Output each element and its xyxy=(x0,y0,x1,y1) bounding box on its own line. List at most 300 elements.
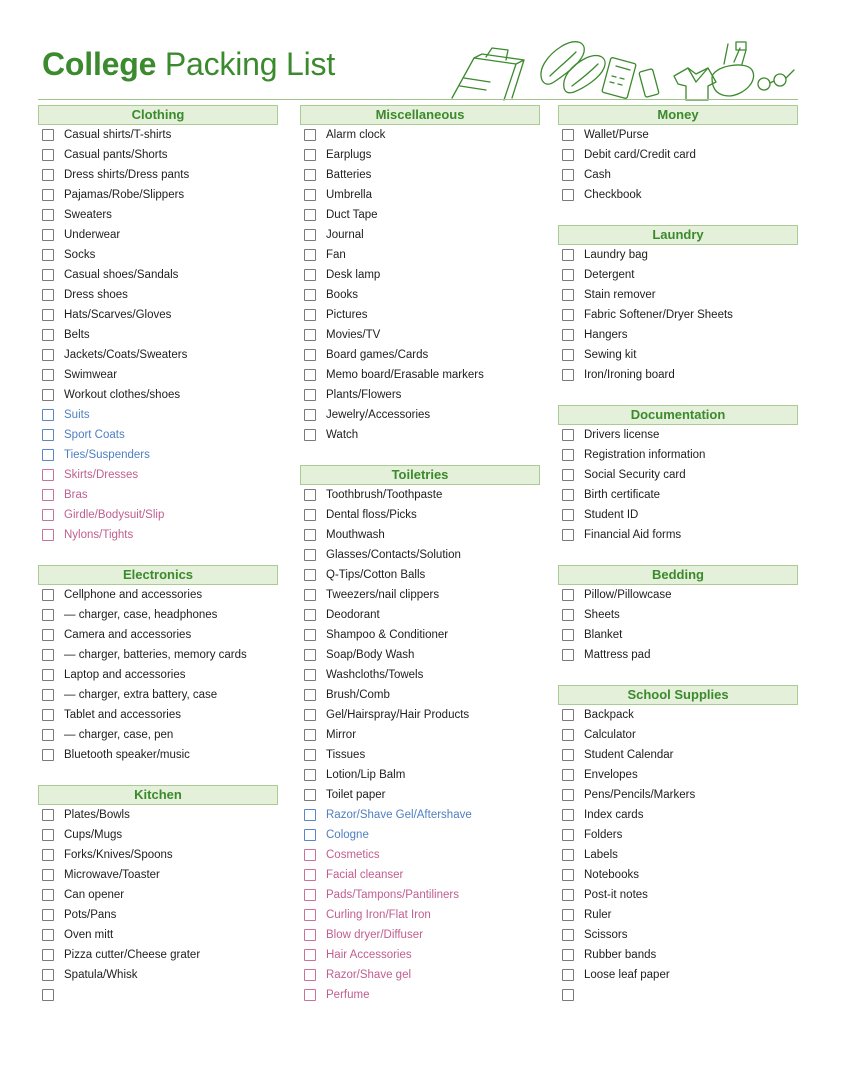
checkbox[interactable] xyxy=(562,989,574,1001)
checklist-item[interactable] xyxy=(300,605,540,625)
checklist-item[interactable] xyxy=(38,465,278,485)
checkbox[interactable] xyxy=(42,809,54,821)
checklist-item[interactable] xyxy=(38,845,278,865)
checkbox[interactable] xyxy=(562,609,574,621)
checklist-item[interactable] xyxy=(38,885,278,905)
checklist-item[interactable] xyxy=(38,365,278,385)
checklist-item-label: Folders xyxy=(584,829,623,841)
checklist-item[interactable] xyxy=(300,645,540,665)
checklist-item-label: Oven mitt xyxy=(64,929,114,941)
checklist-item[interactable] xyxy=(38,305,278,325)
checklist-item-label: Drivers license xyxy=(584,429,660,441)
checkbox[interactable] xyxy=(562,349,574,361)
checkbox[interactable] xyxy=(304,789,316,801)
checkbox[interactable] xyxy=(42,329,54,341)
checklist-item-label: Toilet paper xyxy=(326,789,386,801)
checkbox[interactable] xyxy=(304,569,316,581)
checkbox[interactable] xyxy=(304,509,316,521)
checklist-item[interactable] xyxy=(300,845,540,865)
checklist-item[interactable] xyxy=(558,165,798,185)
checklist-item[interactable] xyxy=(300,505,540,525)
checklist-item[interactable] xyxy=(38,445,278,465)
checklist-item[interactable] xyxy=(38,145,278,165)
checklist-item-label: Memo board/Erasable markers xyxy=(326,369,484,381)
checklist-item[interactable] xyxy=(38,865,278,885)
checklist-item-label: Mouthwash xyxy=(326,529,385,541)
checkbox[interactable] xyxy=(562,449,574,461)
checkbox[interactable] xyxy=(304,549,316,561)
checklist-item-label: Umbrella xyxy=(326,189,373,201)
checklist-item[interactable] xyxy=(300,405,540,425)
checklist-item-label: Laundry bag xyxy=(584,249,648,261)
checkbox[interactable] xyxy=(42,349,54,361)
checklist-item[interactable] xyxy=(38,425,278,445)
checklist-item[interactable] xyxy=(558,465,798,485)
checklist-item[interactable] xyxy=(300,925,540,945)
checkbox[interactable] xyxy=(562,949,574,961)
checklist-item-label: Envelopes xyxy=(584,769,638,781)
checkbox[interactable] xyxy=(42,709,54,721)
checkbox[interactable] xyxy=(42,629,54,641)
checklist-item-label: Can opener xyxy=(64,889,125,901)
section-header-toiletries: Toiletries xyxy=(300,465,540,485)
checkbox[interactable] xyxy=(42,989,54,1001)
checklist-item-label: Hair Accessories xyxy=(326,949,412,961)
checkbox[interactable] xyxy=(42,909,54,921)
checkbox[interactable] xyxy=(562,969,574,981)
section-laundry xyxy=(558,225,798,385)
checkbox[interactable] xyxy=(42,869,54,881)
checklist-item-label: Bluetooth speaker/music xyxy=(64,749,190,761)
checklist-item[interactable] xyxy=(300,625,540,645)
checkbox[interactable] xyxy=(304,869,316,881)
checklist-item[interactable] xyxy=(300,185,540,205)
checklist-item-label: Backpack xyxy=(584,709,634,721)
checklist-item[interactable] xyxy=(38,745,278,765)
checklist-item[interactable] xyxy=(38,245,278,265)
checklist-item[interactable] xyxy=(300,265,540,285)
checklist-item[interactable] xyxy=(558,605,798,625)
checkbox[interactable] xyxy=(304,529,316,541)
checklist-item[interactable] xyxy=(38,345,278,365)
checklist-item[interactable] xyxy=(558,705,798,725)
checklist-item[interactable] xyxy=(558,925,798,945)
checklist-item[interactable] xyxy=(300,965,540,985)
checkbox[interactable] xyxy=(562,809,574,821)
checkbox[interactable] xyxy=(304,169,316,181)
checkbox[interactable] xyxy=(562,289,574,301)
checklist-item-label: Books xyxy=(326,289,358,301)
checklist-item[interactable] xyxy=(558,845,798,865)
checkbox[interactable] xyxy=(304,709,316,721)
checklist-item-label: Ties/Suspenders xyxy=(64,449,150,461)
checklist-item[interactable] xyxy=(558,805,798,825)
checkbox[interactable] xyxy=(42,749,54,761)
checklist-item[interactable] xyxy=(38,985,278,1005)
section-school-supplies xyxy=(558,685,798,1005)
checklist-item[interactable] xyxy=(558,965,798,985)
checkbox[interactable] xyxy=(42,969,54,981)
checkbox[interactable] xyxy=(42,129,54,141)
checkbox[interactable] xyxy=(562,629,574,641)
checkbox[interactable] xyxy=(42,209,54,221)
checklist-item[interactable] xyxy=(38,685,278,705)
checkbox[interactable] xyxy=(42,829,54,841)
checkbox[interactable] xyxy=(304,129,316,141)
checkbox[interactable] xyxy=(562,829,574,841)
checkbox[interactable] xyxy=(42,509,54,521)
checklist-item-label: Jewelry/Accessories xyxy=(326,409,431,421)
checklist-item-label: Socks xyxy=(64,249,96,261)
checkbox[interactable] xyxy=(562,369,574,381)
checklist-item-label: Detergent xyxy=(584,269,635,281)
checkbox[interactable] xyxy=(304,369,316,381)
checkbox[interactable] xyxy=(42,529,54,541)
checkbox[interactable] xyxy=(304,769,316,781)
checkbox[interactable] xyxy=(304,329,316,341)
checkbox[interactable] xyxy=(562,509,574,521)
checklist-item-label: Pictures xyxy=(326,309,368,321)
checkbox[interactable] xyxy=(562,649,574,661)
checkbox[interactable] xyxy=(42,149,54,161)
checkbox[interactable] xyxy=(304,969,316,981)
checklist-item-label: Shampoo & Conditioner xyxy=(326,629,449,641)
checklist-item[interactable] xyxy=(558,885,798,905)
checklist-item[interactable] xyxy=(558,185,798,205)
checklist-item[interactable] xyxy=(558,645,798,665)
checkbox[interactable] xyxy=(562,269,574,281)
checkbox[interactable] xyxy=(42,729,54,741)
checkbox[interactable] xyxy=(304,989,316,1001)
checkbox[interactable] xyxy=(562,149,574,161)
checkbox[interactable] xyxy=(42,689,54,701)
checklist-item[interactable] xyxy=(300,325,540,345)
checklist-item[interactable] xyxy=(38,505,278,525)
checklist-item[interactable] xyxy=(38,725,278,745)
checklist-item[interactable] xyxy=(558,245,798,265)
checkbox[interactable] xyxy=(562,129,574,141)
checkbox[interactable] xyxy=(304,389,316,401)
checklist-item-label: Curling Iron/Flat Iron xyxy=(326,909,431,921)
checklist-item[interactable] xyxy=(558,445,798,465)
checkbox[interactable] xyxy=(304,809,316,821)
checklist-item[interactable] xyxy=(300,685,540,705)
checkbox[interactable] xyxy=(304,829,316,841)
checklist-item[interactable] xyxy=(558,825,798,845)
checkbox[interactable] xyxy=(42,589,54,601)
checkbox[interactable] xyxy=(42,169,54,181)
checklist-item[interactable] xyxy=(300,145,540,165)
checkbox[interactable] xyxy=(304,349,316,361)
checklist-item-label: Scissors xyxy=(584,929,628,941)
checkbox[interactable] xyxy=(562,469,574,481)
checklist-item[interactable] xyxy=(300,385,540,405)
checklist-item[interactable] xyxy=(38,965,278,985)
checkbox[interactable] xyxy=(42,929,54,941)
checkbox[interactable] xyxy=(304,629,316,641)
checklist-item-label: Blanket xyxy=(584,629,623,641)
checklist-item[interactable] xyxy=(300,885,540,905)
section-header-bedding: Bedding xyxy=(558,565,798,585)
checkbox[interactable] xyxy=(562,309,574,321)
checklist-item[interactable] xyxy=(300,865,540,885)
checkbox[interactable] xyxy=(304,309,316,321)
item-list-documentation xyxy=(558,425,798,545)
checkbox[interactable] xyxy=(42,429,54,441)
checklist-item[interactable] xyxy=(38,165,278,185)
checkbox[interactable] xyxy=(304,929,316,941)
checklist-item[interactable] xyxy=(300,485,540,505)
checklist-item[interactable] xyxy=(300,585,540,605)
checklist-item[interactable] xyxy=(558,945,798,965)
checkbox[interactable] xyxy=(562,529,574,541)
checkbox[interactable] xyxy=(562,729,574,741)
checkbox[interactable] xyxy=(562,849,574,861)
checkbox[interactable] xyxy=(562,709,574,721)
checklist-item[interactable] xyxy=(558,525,798,545)
checkbox[interactable] xyxy=(562,429,574,441)
checklist-item-label: Fan xyxy=(326,249,346,261)
checklist-item-label: Watch xyxy=(326,429,359,441)
checklist-item[interactable] xyxy=(558,765,798,785)
checkbox[interactable] xyxy=(304,269,316,281)
checkbox[interactable] xyxy=(562,769,574,781)
checklist-item-label: Casual pants/Shorts xyxy=(64,149,168,161)
checklist-item[interactable] xyxy=(300,545,540,565)
checklist-item-label: Dress shoes xyxy=(64,289,128,301)
checklist-item[interactable] xyxy=(558,425,798,445)
checklist-item-label: Plates/Bowls xyxy=(64,809,130,821)
checklist-item[interactable] xyxy=(300,565,540,585)
checklist-item[interactable] xyxy=(558,365,798,385)
checklist-item[interactable] xyxy=(38,525,278,545)
checklist-item-label: Underwear xyxy=(64,229,121,241)
checklist-item-label: Fabric Softener/Dryer Sheets xyxy=(584,309,733,321)
checklist-item[interactable] xyxy=(558,865,798,885)
checkbox[interactable] xyxy=(304,149,316,161)
section-money xyxy=(558,105,798,205)
checklist-item[interactable] xyxy=(558,145,798,165)
checklist-item[interactable] xyxy=(300,665,540,685)
checkbox[interactable] xyxy=(42,949,54,961)
checklist-item-label: Pots/Pans xyxy=(64,909,117,921)
checklist-item[interactable] xyxy=(300,205,540,225)
checkbox[interactable] xyxy=(304,189,316,201)
checklist-item[interactable] xyxy=(38,185,278,205)
checkbox[interactable] xyxy=(42,609,54,621)
checkbox[interactable] xyxy=(304,689,316,701)
checklist-item[interactable] xyxy=(300,725,540,745)
section-header-school-supplies: School Supplies xyxy=(558,685,798,705)
section-header-documentation: Documentation xyxy=(558,405,798,425)
checkbox[interactable] xyxy=(562,889,574,901)
checkbox[interactable] xyxy=(42,849,54,861)
checkbox[interactable] xyxy=(304,609,316,621)
checklist-item[interactable] xyxy=(558,985,798,1005)
checklist-item-label: Sweaters xyxy=(64,209,112,221)
checkbox[interactable] xyxy=(304,909,316,921)
checklist-item[interactable] xyxy=(38,225,278,245)
checklist-item[interactable] xyxy=(38,945,278,965)
checklist-item[interactable] xyxy=(300,285,540,305)
checklist-item-label: Student ID xyxy=(584,509,639,521)
checklist-item[interactable] xyxy=(300,365,540,385)
checkbox[interactable] xyxy=(562,909,574,921)
checklist-item-label: Cellphone and accessories xyxy=(64,589,203,601)
checklist-item[interactable] xyxy=(38,125,278,145)
checklist-item[interactable] xyxy=(558,585,798,605)
checklist-item[interactable] xyxy=(558,345,798,365)
section-miscellaneous xyxy=(300,105,540,445)
checkbox[interactable] xyxy=(304,649,316,661)
checklist-item[interactable] xyxy=(300,825,540,845)
checkbox[interactable] xyxy=(304,429,316,441)
checklist-item-label: Nylons/Tights xyxy=(64,529,134,541)
checklist-item[interactable] xyxy=(300,745,540,765)
checklist-item[interactable] xyxy=(300,165,540,185)
checklist-item-label: Jackets/Coats/Sweaters xyxy=(64,349,188,361)
checklist-item[interactable] xyxy=(300,525,540,545)
checkbox[interactable] xyxy=(562,169,574,181)
item-list-school-supplies xyxy=(558,705,798,1005)
checklist-item[interactable] xyxy=(38,405,278,425)
checkbox[interactable] xyxy=(304,209,316,221)
checklist-item[interactable] xyxy=(558,725,798,745)
checklist-item[interactable] xyxy=(300,425,540,445)
checkbox[interactable] xyxy=(42,289,54,301)
checklist-item[interactable] xyxy=(558,745,798,765)
checklist-item[interactable] xyxy=(300,305,540,325)
checklist-item[interactable] xyxy=(300,985,540,1005)
checkbox[interactable] xyxy=(42,309,54,321)
checkbox[interactable] xyxy=(304,589,316,601)
checkbox[interactable] xyxy=(42,189,54,201)
checkbox[interactable] xyxy=(562,789,574,801)
checklist-item[interactable] xyxy=(300,125,540,145)
checkbox[interactable] xyxy=(562,589,574,601)
checklist-item[interactable] xyxy=(38,385,278,405)
checklist-item[interactable] xyxy=(300,945,540,965)
checkbox[interactable] xyxy=(304,229,316,241)
checklist-item[interactable] xyxy=(300,765,540,785)
checkbox[interactable] xyxy=(562,329,574,341)
checklist-item[interactable] xyxy=(38,605,278,625)
checklist-item[interactable] xyxy=(558,265,798,285)
checklist-item[interactable] xyxy=(558,305,798,325)
checklist-item[interactable] xyxy=(300,805,540,825)
checklist-item[interactable] xyxy=(300,905,540,925)
checklist-item-label: Tissues xyxy=(326,749,366,761)
checklist-item[interactable] xyxy=(38,825,278,845)
checklist-item[interactable] xyxy=(558,325,798,345)
checklist-item[interactable] xyxy=(38,705,278,725)
checkbox[interactable] xyxy=(304,249,316,261)
checklist-item[interactable] xyxy=(38,805,278,825)
checkbox[interactable] xyxy=(42,449,54,461)
checkbox[interactable] xyxy=(42,649,54,661)
checkbox[interactable] xyxy=(42,889,54,901)
item-list-money xyxy=(558,125,798,205)
checklist-item-label: Rubber bands xyxy=(584,949,657,961)
checklist-item-label: Registration information xyxy=(584,449,706,461)
checklist-item[interactable] xyxy=(38,285,278,305)
checklist-item-label: Razor/Shave Gel/Aftershave xyxy=(326,809,472,821)
checklist-item[interactable] xyxy=(558,625,798,645)
checklist-item-label: Suits xyxy=(64,409,90,421)
checkbox[interactable] xyxy=(562,489,574,501)
checklist-item[interactable] xyxy=(38,925,278,945)
checkbox[interactable] xyxy=(304,749,316,761)
section-documentation xyxy=(558,405,798,545)
checklist-item[interactable] xyxy=(38,585,278,605)
checkbox[interactable] xyxy=(562,249,574,261)
checklist-item[interactable] xyxy=(300,225,540,245)
checklist-item[interactable] xyxy=(38,645,278,665)
shirt-icon xyxy=(674,68,716,100)
section-header-kitchen: Kitchen xyxy=(38,785,278,805)
checklist-item-label: Q-Tips/Cotton Balls xyxy=(326,569,426,581)
checklist-item[interactable] xyxy=(300,705,540,725)
checkbox[interactable] xyxy=(42,669,54,681)
checklist-item[interactable] xyxy=(300,785,540,805)
checkbox[interactable] xyxy=(304,889,316,901)
checkbox[interactable] xyxy=(304,949,316,961)
checklist-item-label: Casual shoes/Sandals xyxy=(64,269,179,281)
checkbox[interactable] xyxy=(562,189,574,201)
checklist-item-label: Facial cleanser xyxy=(326,869,404,881)
checkbox[interactable] xyxy=(562,869,574,881)
checklist-item-label: Washcloths/Towels xyxy=(326,669,424,681)
checklist-item[interactable] xyxy=(558,485,798,505)
item-list-bedding xyxy=(558,585,798,665)
checklist-item[interactable] xyxy=(300,345,540,365)
checkbox[interactable] xyxy=(304,489,316,501)
checklist-item[interactable] xyxy=(558,125,798,145)
checklist-item[interactable] xyxy=(38,905,278,925)
checklist-item-label: Forks/Knives/Spoons xyxy=(64,849,173,861)
checklist-item-label: — charger, batteries, memory cards xyxy=(64,649,247,661)
checkbox[interactable] xyxy=(42,409,54,421)
checkbox[interactable] xyxy=(304,669,316,681)
checklist-item[interactable] xyxy=(38,325,278,345)
checklist-item[interactable] xyxy=(300,245,540,265)
checkbox[interactable] xyxy=(42,369,54,381)
checkbox[interactable] xyxy=(42,229,54,241)
checkbox[interactable] xyxy=(562,929,574,941)
checkbox[interactable] xyxy=(42,489,54,501)
checklist-item[interactable] xyxy=(558,505,798,525)
checkbox[interactable] xyxy=(562,749,574,761)
checkbox[interactable] xyxy=(304,289,316,301)
checkbox[interactable] xyxy=(42,269,54,281)
checkbox[interactable] xyxy=(304,729,316,741)
checkbox[interactable] xyxy=(42,249,54,261)
calculator-icon xyxy=(602,57,636,99)
checklist-item[interactable] xyxy=(558,785,798,805)
checkbox[interactable] xyxy=(42,389,54,401)
checklist-item[interactable] xyxy=(38,205,278,225)
checklist-item[interactable] xyxy=(38,665,278,685)
checklist-item[interactable] xyxy=(558,285,798,305)
checklist-item-label: Deodorant xyxy=(326,609,380,621)
checkbox[interactable] xyxy=(304,849,316,861)
checklist-item[interactable] xyxy=(38,625,278,645)
checkbox[interactable] xyxy=(42,469,54,481)
checklist-item[interactable] xyxy=(38,485,278,505)
checkbox[interactable] xyxy=(304,409,316,421)
checklist-item[interactable] xyxy=(558,905,798,925)
checklist-item[interactable] xyxy=(38,265,278,285)
